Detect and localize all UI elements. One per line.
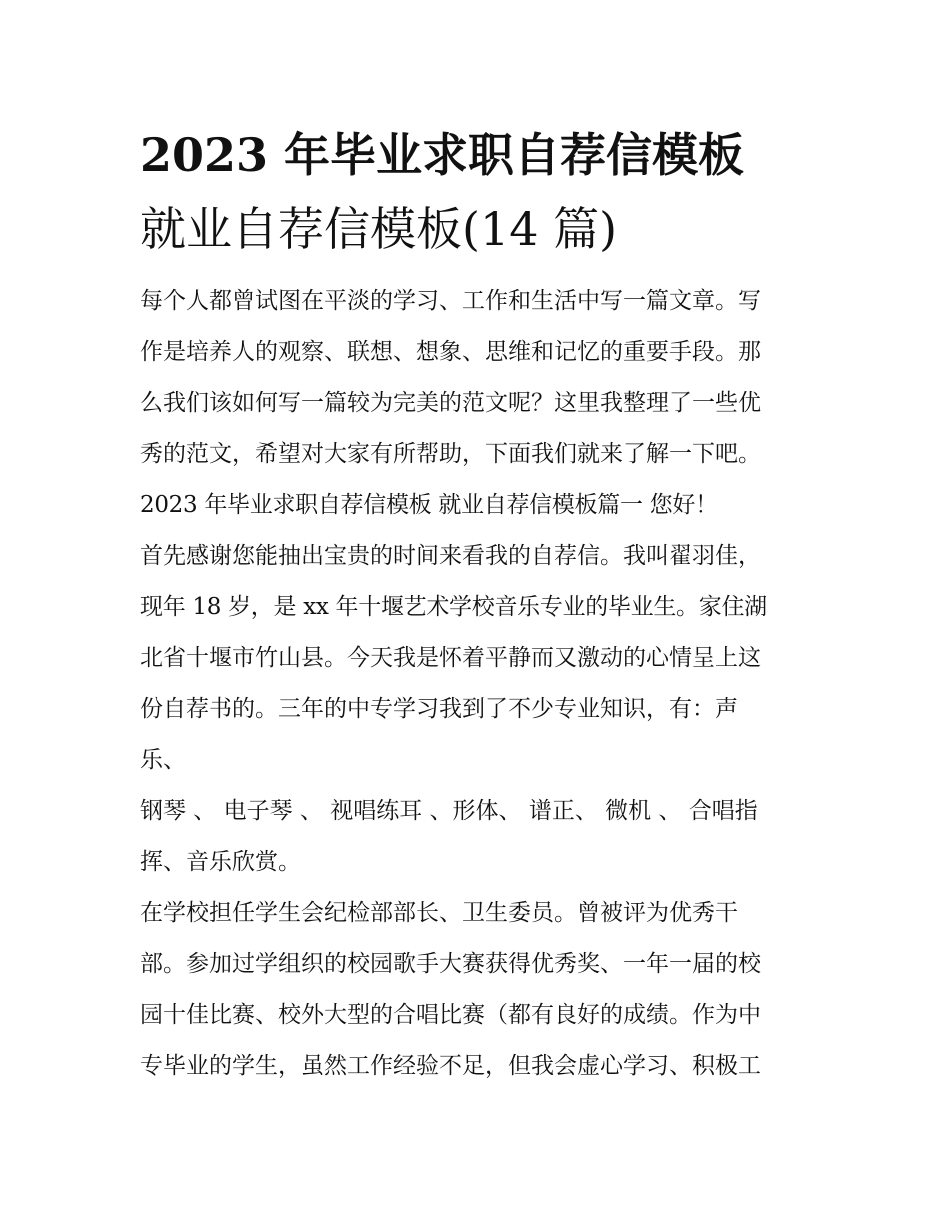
body-line: 在学校担任学生会纪检部部长、卫生委员。曾被评为优秀干 — [140, 900, 738, 926]
body-line: 么我们该如何写一篇较为完美的范文呢？这里我整理了一些优 — [140, 390, 761, 416]
body-line: 挥、音乐欣赏。 — [140, 849, 301, 875]
body-line: 作是培养人的观察、联想、想象、思维和记忆的重要手段。那 — [140, 339, 761, 365]
body-line: 钢琴 、 电子琴 、 视唱练耳 、形体、 谱正、 微机 、 合唱指 — [140, 798, 758, 824]
body-line: 部。参加过学组织的校园歌手大赛获得优秀奖、一年一届的校 — [140, 951, 761, 977]
body-line: 2023 年毕业求职自荐信模板 就业自荐信模板篇一 您好！ — [140, 492, 718, 518]
body-line: 乐、 — [140, 747, 186, 773]
body-line: 首先感谢您能抽出宝贵的时间来看我的自荐信。我叫翟羽佳， — [140, 543, 761, 569]
body-line: 秀的范文，希望对大家有所帮助，下面我们就来了解一下吧。 — [140, 441, 761, 467]
title-line-2 — [140, 192, 820, 266]
title-line-1 — [140, 118, 820, 192]
title-line-2-text: 就业自荐信模板(14 篇) — [140, 202, 618, 256]
body-line: 北省十堰市竹山县。今天我是怀着平静而又激动的心情呈上这 — [140, 645, 761, 671]
body-line: 园十佳比赛、校外大型的合唱比赛（都有良好的成绩。作为中 — [140, 1002, 761, 1028]
body-line: 专毕业的学生，虽然工作经验不足，但我会虚心学习、积极工 — [140, 1053, 761, 1079]
body-line: 份自荐书的。三年的中专学习我到了不少专业知识，有：声 — [140, 696, 738, 722]
title-line-1-text: 2023 年毕业求职自荐信模板 — [140, 128, 745, 182]
body-line: 每个人都曾试图在平淡的学习、工作和生活中写一篇文章。写 — [140, 288, 761, 314]
document-body — [140, 276, 820, 1092]
body-line: 现年 18 岁，是 xx 年十堰艺术学校音乐专业的毕业生。家住湖 — [140, 594, 767, 620]
document-title — [140, 118, 820, 266]
